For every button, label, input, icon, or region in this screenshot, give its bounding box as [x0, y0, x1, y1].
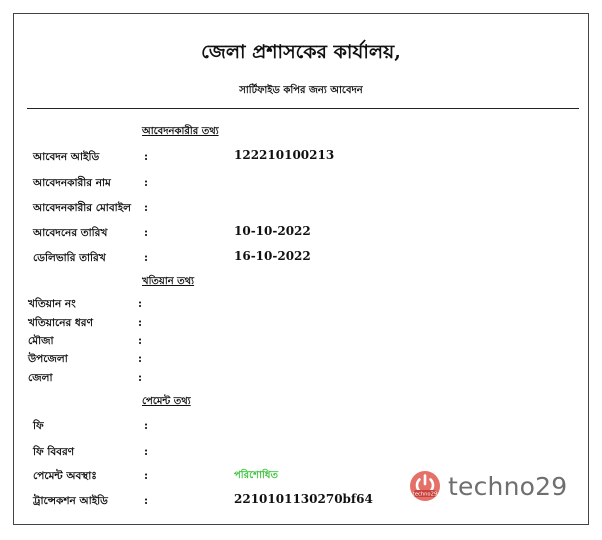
separator: :	[144, 494, 149, 507]
page-subtitle: সার্টিফাইড কপির জন্য আবেদন	[239, 85, 363, 96]
watermark	[408, 469, 567, 503]
label-application-date: আবেদনের তারিখ	[33, 227, 108, 239]
separator: :	[138, 352, 143, 365]
label-district: জেলা	[28, 372, 53, 384]
section-heading-khatian: খতিয়ান তথ্য	[142, 276, 195, 287]
value-application-date: 10-10-2022	[234, 224, 311, 238]
separator: :	[138, 316, 143, 329]
separator: :	[144, 226, 149, 239]
value-application-id: 122210100213	[234, 148, 335, 162]
watermark-text: techno29	[448, 471, 568, 501]
section-heading-payment: পেমেন্ট তথ্য	[142, 396, 191, 407]
label-khatian-no: খতিয়ান নং	[28, 298, 76, 310]
label-payment-status: পেমেন্ট অবস্থাঃ	[33, 470, 97, 482]
label-fee: ফি	[33, 420, 44, 432]
label-applicant-name: আবেদনকারীর নাম	[33, 177, 111, 189]
separator: :	[144, 150, 149, 163]
label-applicant-mobile: আবেদনকারীর মোবাইল	[33, 202, 132, 214]
separator: :	[138, 297, 143, 310]
value-payment-status: পরিশোধিত	[234, 470, 278, 481]
separator: :	[144, 251, 149, 264]
label-upazila: উপজেলা	[28, 353, 68, 365]
label-khatian-type: খতিয়ানের ধরণ	[28, 317, 93, 329]
separator: :	[144, 445, 149, 458]
label-mouza: মৌজা	[28, 335, 54, 347]
separator: :	[144, 469, 149, 482]
watermark-badge-text: techno29	[412, 491, 438, 498]
separator: :	[138, 371, 143, 384]
header-divider	[27, 108, 579, 109]
value-transaction-id: 2210101130270bf64	[234, 492, 373, 506]
label-application-id: আবেদন আইডি	[33, 151, 100, 163]
label-fee-details: ফি বিবরণ	[33, 446, 75, 458]
separator: :	[144, 419, 149, 432]
label-transaction-id: ট্রান্সেকশন আইডি	[33, 495, 108, 507]
separator: :	[144, 201, 149, 214]
value-delivery-date: 16-10-2022	[234, 249, 311, 263]
label-delivery-date: ডেলিভারি তারিখ	[33, 252, 106, 264]
separator: :	[138, 334, 143, 347]
section-heading-applicant: আবেদনকারীর তথ্য	[142, 126, 219, 137]
separator: :	[144, 176, 149, 189]
power-icon	[408, 469, 442, 503]
page-title: জেলা প্রশাসকের কার্যালয়,	[201, 41, 401, 63]
